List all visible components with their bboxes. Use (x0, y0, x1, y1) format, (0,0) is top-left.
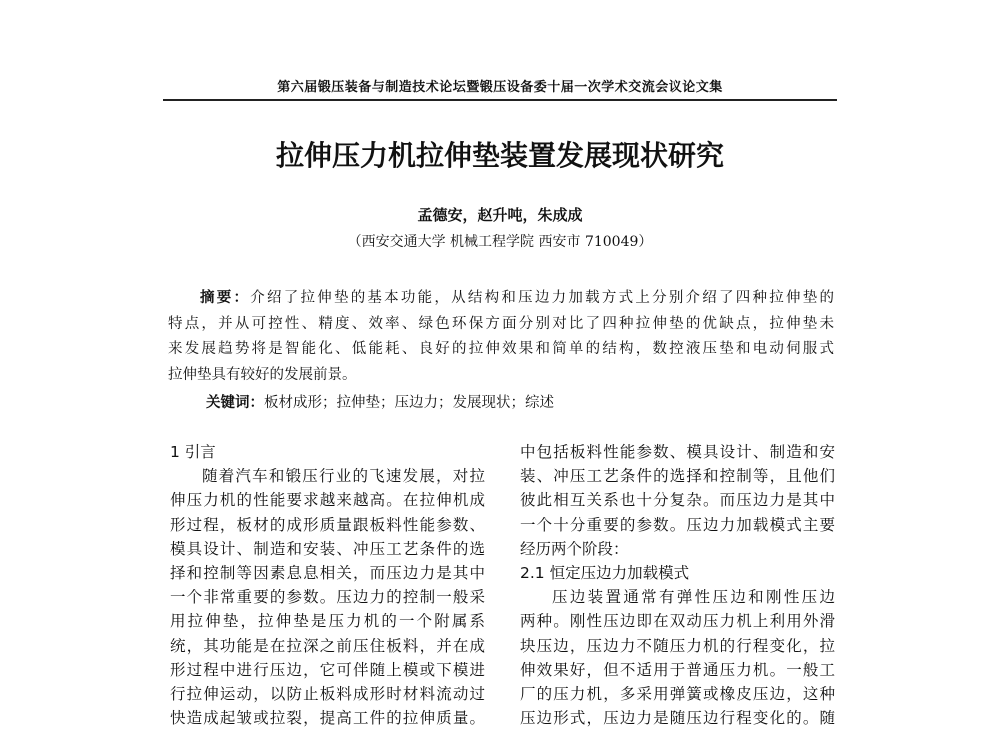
body-line: 形过程，板材的成形质量跟板料性能参数、 (170, 515, 485, 534)
body-line: 彼此相互关系也十分复杂。而压边力是其中 (520, 491, 835, 510)
paper-title: 拉伸压力机拉伸垫装置发展现状研究 (275, 139, 724, 172)
body-line: 模具设计、制造和安装、冲压工艺条件的选 (170, 539, 485, 558)
header-rule (163, 99, 837, 101)
body-line: 厂的压力机，多采用弹簧或橡皮压边，这种 (520, 684, 835, 703)
body-line: 形过程中进行压边，它可伴随上模或下模进 (170, 660, 485, 679)
abstract-line: 特点，并从可控性、精度、效率、绿色环保方面分别对比了四种拉伸垫的优缺点，拉伸垫未 (168, 315, 834, 332)
body-line: 行拉伸运动，以防止板料成形时材料流动过 (170, 684, 485, 703)
abstract-line: 拉伸垫具有较好的发展前景。 (168, 367, 357, 384)
keywords-text: 板材成形；拉伸垫；压边力；发展现状；综述 (264, 395, 554, 411)
keywords-label: 关键词： (206, 395, 264, 411)
body-line: 快造成起皱或拉裂，提高工件的拉伸质量。 (170, 709, 485, 728)
abstract-label: 摘要： (200, 290, 251, 306)
running-header: 第六届锻压装备与制造技术论坛暨锻压设备委十届一次学术交流会议论文集 (277, 80, 723, 95)
body-line: 择和控制等因素息息相关，而压边力是其中 (170, 563, 485, 582)
body-line: 压边形式，压边力是随压边行程变化的。随 (520, 709, 835, 728)
abstract-line: 来发展趋势将是智能化、低能耗、良好的拉伸效果和简单的结构，数控液压垫和电动伺服式 (168, 341, 834, 358)
affiliation: （西安交通大学 机械工程学院 西安市 710049） (347, 234, 653, 250)
abstract-line: 摘要：介绍了拉伸垫的基本功能，从结构和压边力加载方式上分别介绍了四种拉伸垫的 (200, 290, 835, 306)
keywords (206, 391, 554, 412)
subsection-heading: 2.1 恒定压边力加载模式 (520, 563, 690, 582)
body-line: 中包括板料性能参数、模具设计、制造和安 (520, 443, 835, 461)
body-line: 统，其功能是在拉深之前压住板料，并在成 (170, 636, 485, 655)
body-line: 伸压力机的性能要求越来越高。在拉伸机成 (170, 491, 485, 510)
body-line: 两种。刚性压边即在双动压力机上利用外滑 (520, 612, 835, 631)
section-heading: 1 引言 (170, 443, 216, 461)
right-column (520, 440, 835, 730)
body-line: 一个非常重要的参数。压边力的控制一般采 (170, 588, 485, 607)
authors: 孟德安，赵升吨，朱成成 (417, 206, 583, 224)
body-line: 伸效果好，但不适用于普通压力机。一般工 (520, 660, 835, 679)
body-line: 随着汽车和锻压行业的飞速发展，对拉 (202, 467, 485, 486)
body-line: 压边装置通常有弹性压边和刚性压边 (552, 588, 835, 607)
body-line: 装、冲压工艺条件的选择和控制等，且他们 (520, 467, 835, 486)
body-line: 块压边，压边力不随压力机的行程变化，拉 (520, 636, 835, 655)
body-line: 用拉伸垫，拉伸垫是压力机的一个附属系 (170, 612, 485, 631)
body-line: 经历两个阶段： (520, 539, 629, 558)
body-line: 一个十分重要的参数。压边力加载模式主要 (520, 515, 835, 534)
left-column (170, 440, 485, 730)
abstract (168, 286, 834, 389)
